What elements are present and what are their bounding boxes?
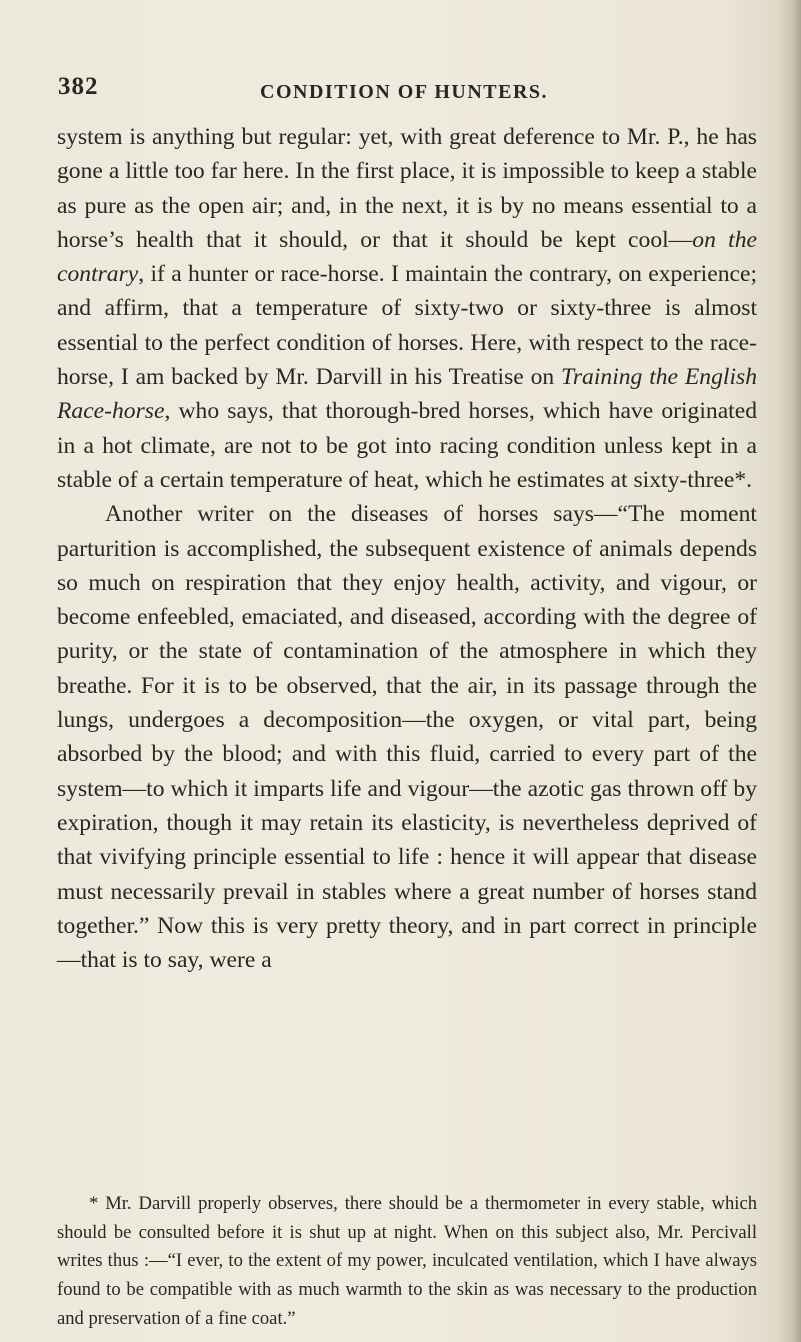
paragraph-1-part-1: system is anything but regular: yet, with great deference to Mr. P., he has gone a little too far here. In the first place, it is impossible to keep a stable as pure as the open air; and, in the next, it is by no means essential to a horse’s health that it should, or that it should be kept cool—	[57, 124, 757, 253]
page-number: 382	[58, 73, 99, 100]
paragraph-1-part-2: , if a hunter or race-horse. I maintain the contrary, on experience; and affirm, that a temperature of sixty-two or sixty-three is almost essential to the perfect condition of horses. Here, with respect to the race-horse, I am backed by Mr. Darvill in his Treatise on	[57, 261, 757, 391]
paragraph-2: Another writer on the diseases of horses says—“The moment parturition is accomplished, the subsequent existence of animals depends so much on respiration that they enjoy health, activity, and vigour, or become enfeebled, emaciated, and diseased, according with the degree of purity, or the state of contamination of the atmosphere in which they breathe. For it is to be observed, that the air, in its passage through the lungs, undergoes a decomposition—the oxygen, or vital part, being absorbed by the blood; and with this fluid, carried to every part of the system—to which it imparts life and vigour—the azotic gas thrown off by expiration, though it may retain its elasticity, is nevertheless deprived of that vivifying principle essential to life : hence it will appear that disease must necessarily prevail in stables where a great number of horses stand together.” Now this is very pretty theory, and in part correct in principle—that is to say, were a	[57, 501, 757, 974]
page-edge-shadow	[779, 0, 801, 1342]
paragraph-1-part-3: , who says, that thorough-bred horses, which have originated in a hot climate, are not to be got into racing condition unless kept in a stable of a certain temperature of heat, which he estimates at sixty-three*.	[57, 398, 757, 493]
footnote-text: * Mr. Darvill properly observes, there should be a thermometer in every stable, which should be consulted before it is shut up at night. When on this subject also, Mr. Percivall writes thus :—“I ever, to the extent of my power, inculcated ventilation, which I have always found to be compatible with as much warmth to the skin as was necessary to the production and preservation of a fine coat.”	[57, 1193, 757, 1329]
italic-book-title: Training the English Race-horse	[57, 364, 757, 425]
body-text	[57, 120, 757, 977]
italic-on-the-contrary: on the contrary	[57, 226, 757, 288]
footnote	[57, 1190, 757, 1334]
running-head: CONDITION OF HUNTERS.	[260, 81, 549, 103]
paragraph-1	[57, 120, 757, 497]
